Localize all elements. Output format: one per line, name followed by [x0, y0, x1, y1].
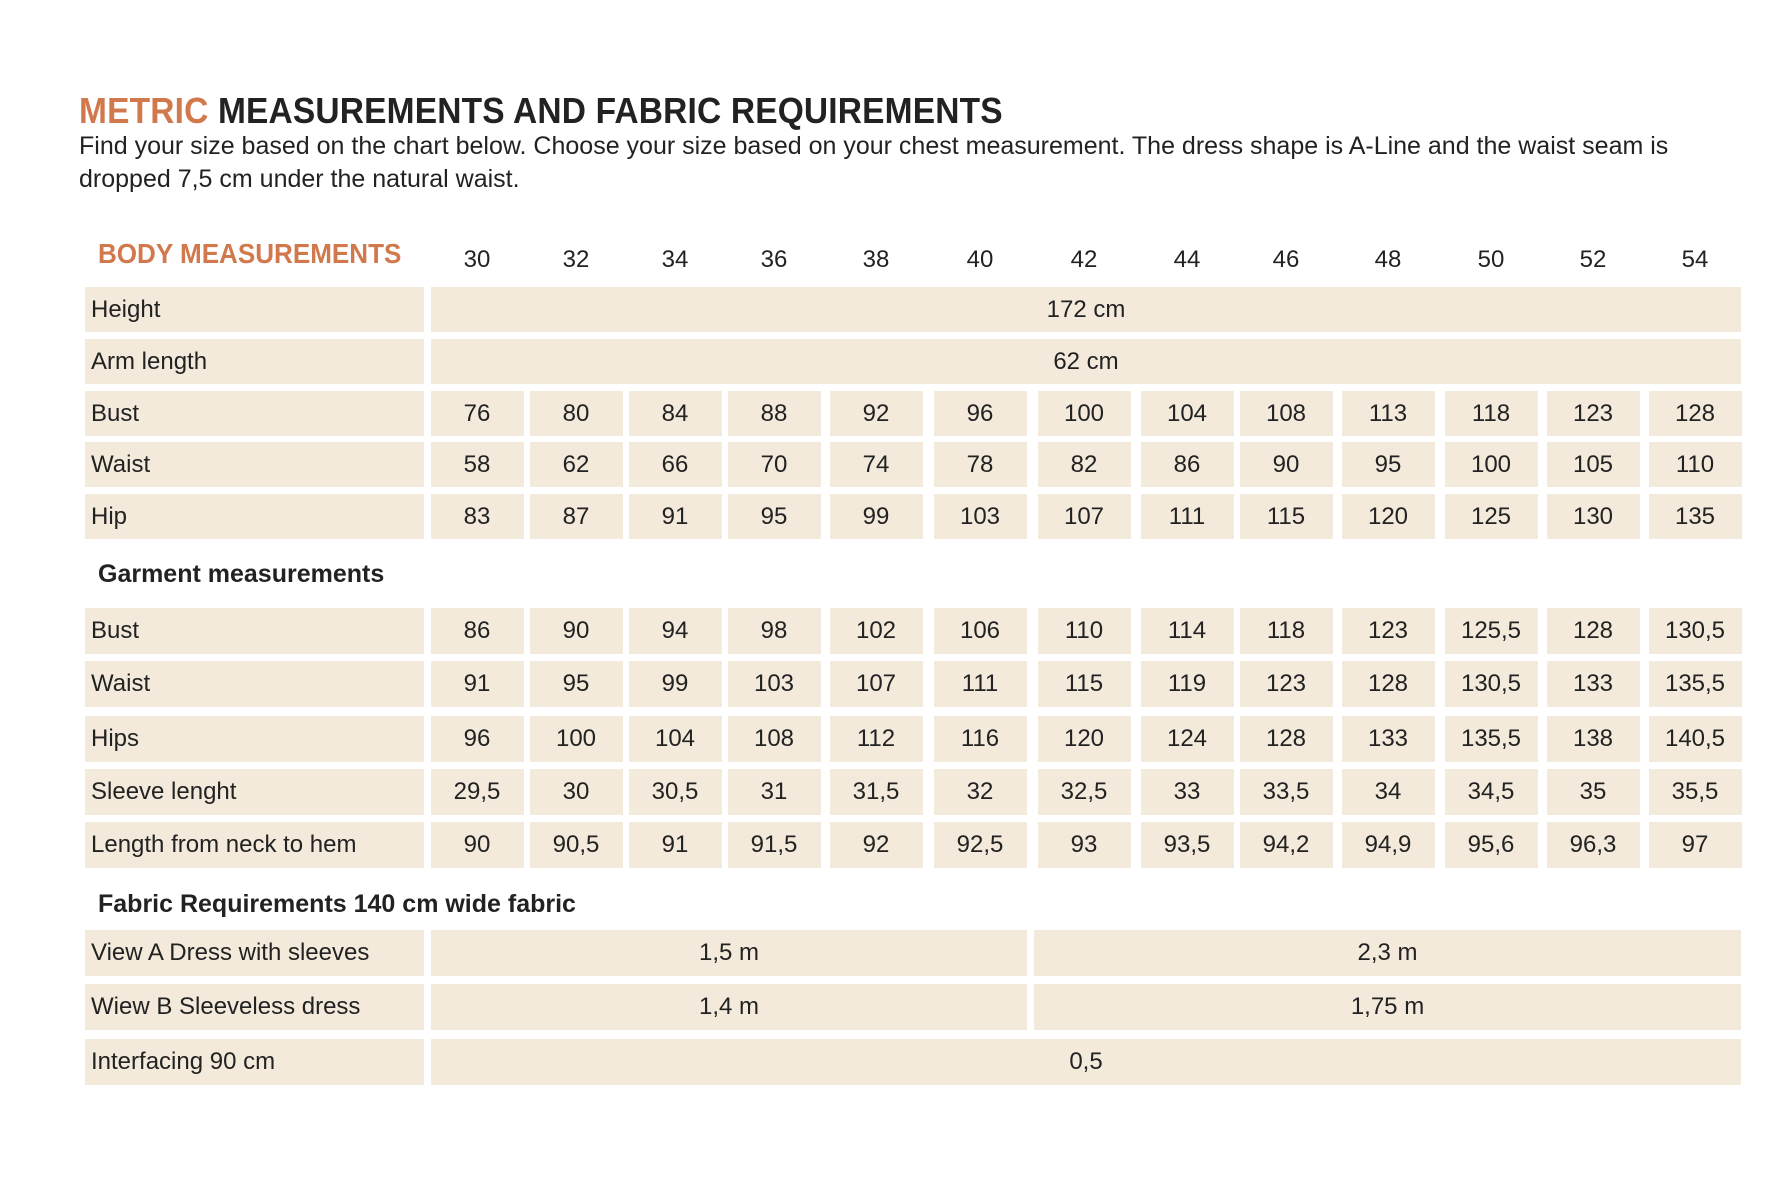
garment-cell-length-from-neck-to-hem: 92,5 — [934, 822, 1027, 868]
garment-cell-length-from-neck-to-hem: 95,6 — [1445, 822, 1538, 868]
garment-cell-sleeve-lenght: 30 — [530, 769, 623, 815]
body-cell-waist: 86 — [1141, 442, 1234, 487]
garment-cell-length-from-neck-to-hem: 91 — [629, 822, 722, 868]
garment-cell-waist: 130,5 — [1445, 661, 1538, 707]
garment-cell-hips: 112 — [830, 716, 923, 762]
garment-cell-waist: 123 — [1240, 661, 1333, 707]
body-cell-bust: 80 — [530, 391, 623, 436]
garment-cell-sleeve-lenght: 32,5 — [1038, 769, 1131, 815]
row-label-interfacing: Interfacing 90 cm — [85, 1039, 424, 1085]
body-cell-hip: 120 — [1342, 494, 1435, 539]
body-cell-waist: 70 — [728, 442, 821, 487]
body-cell-hip: 99 — [830, 494, 923, 539]
size-header-48: 48 — [1374, 246, 1402, 273]
garment-cell-bust: 98 — [728, 608, 821, 654]
view-a-small-sizes-value: 1,5 m — [431, 930, 1027, 976]
interfacing-value: 0,5 — [431, 1039, 1741, 1085]
body-cell-hip: 83 — [431, 494, 524, 539]
body-cell-bust: 108 — [1240, 391, 1333, 436]
garment-cell-bust: 118 — [1240, 608, 1333, 654]
garment-cell-waist: 107 — [830, 661, 923, 707]
body-cell-waist: 90 — [1240, 442, 1333, 487]
garment-row-label-length-from-neck-to-hem: Length from neck to hem — [85, 822, 424, 868]
garment-cell-waist: 111 — [934, 661, 1027, 707]
garment-cell-hips: 120 — [1038, 716, 1131, 762]
body-cell-bust: 88 — [728, 391, 821, 436]
body-cell-bust: 123 — [1547, 391, 1640, 436]
garment-row-label-hips: Hips — [85, 716, 424, 762]
size-header-38: 38 — [862, 246, 890, 273]
title-text: MEASUREMENTS AND FABRIC REQUIREMENTS — [217, 90, 1003, 131]
size-header-44: 44 — [1173, 246, 1201, 273]
body-cell-hip: 115 — [1240, 494, 1333, 539]
page-title — [79, 90, 1003, 132]
body-cell-waist: 58 — [431, 442, 524, 487]
arm-length-value: 62 cm — [431, 339, 1741, 384]
garment-cell-length-from-neck-to-hem: 90,5 — [530, 822, 623, 868]
garment-cell-bust: 110 — [1038, 608, 1131, 654]
body-cell-waist: 82 — [1038, 442, 1131, 487]
body-cell-waist: 66 — [629, 442, 722, 487]
body-cell-waist: 110 — [1649, 442, 1742, 487]
garment-measurements-title: Garment measurements — [98, 560, 385, 588]
view-b-large-sizes-value: 1,75 m — [1034, 984, 1741, 1030]
size-header-40: 40 — [966, 246, 994, 273]
garment-cell-length-from-neck-to-hem: 94,2 — [1240, 822, 1333, 868]
body-cell-bust: 100 — [1038, 391, 1131, 436]
body-cell-bust: 92 — [830, 391, 923, 436]
body-cell-waist: 95 — [1342, 442, 1435, 487]
garment-cell-sleeve-lenght: 35,5 — [1649, 769, 1742, 815]
body-cell-hip: 125 — [1445, 494, 1538, 539]
size-header-34: 34 — [661, 246, 689, 273]
size-header-50: 50 — [1477, 246, 1505, 273]
garment-cell-waist: 103 — [728, 661, 821, 707]
body-cell-waist: 100 — [1445, 442, 1538, 487]
size-header-36: 36 — [760, 246, 788, 273]
garment-cell-length-from-neck-to-hem: 94,9 — [1342, 822, 1435, 868]
body-cell-waist: 105 — [1547, 442, 1640, 487]
size-header-32: 32 — [562, 246, 590, 273]
garment-cell-bust: 86 — [431, 608, 524, 654]
body-cell-hip: 91 — [629, 494, 722, 539]
row-label-height: Height — [85, 287, 424, 332]
garment-cell-waist: 135,5 — [1649, 661, 1742, 707]
garment-cell-waist: 115 — [1038, 661, 1131, 707]
body-row-label-hip: Hip — [85, 494, 424, 539]
title-accent: METRIC — [79, 90, 209, 131]
garment-cell-bust: 102 — [830, 608, 923, 654]
garment-cell-hips: 96 — [431, 716, 524, 762]
garment-cell-sleeve-lenght: 34,5 — [1445, 769, 1538, 815]
garment-cell-waist: 128 — [1342, 661, 1435, 707]
garment-cell-bust: 94 — [629, 608, 722, 654]
garment-cell-sleeve-lenght: 32 — [934, 769, 1027, 815]
body-cell-hip: 111 — [1141, 494, 1234, 539]
garment-cell-sleeve-lenght: 33 — [1141, 769, 1234, 815]
body-cell-hip: 103 — [934, 494, 1027, 539]
garment-cell-waist: 91 — [431, 661, 524, 707]
garment-cell-hips: 138 — [1547, 716, 1640, 762]
body-cell-bust: 118 — [1445, 391, 1538, 436]
garment-cell-waist: 119 — [1141, 661, 1234, 707]
garment-row-label-bust: Bust — [85, 608, 424, 654]
garment-cell-hips: 116 — [934, 716, 1027, 762]
body-cell-hip: 107 — [1038, 494, 1131, 539]
size-header-42: 42 — [1070, 246, 1098, 273]
garment-cell-hips: 133 — [1342, 716, 1435, 762]
garment-cell-length-from-neck-to-hem: 92 — [830, 822, 923, 868]
size-header-46: 46 — [1272, 246, 1300, 273]
garment-cell-sleeve-lenght: 35 — [1547, 769, 1640, 815]
body-cell-bust: 104 — [1141, 391, 1234, 436]
row-label-view-a: View A Dress with sleeves — [85, 930, 424, 976]
garment-cell-bust: 123 — [1342, 608, 1435, 654]
garment-cell-length-from-neck-to-hem: 96,3 — [1547, 822, 1640, 868]
garment-cell-sleeve-lenght: 29,5 — [431, 769, 524, 815]
size-header-30: 30 — [463, 246, 491, 273]
body-cell-hip: 135 — [1649, 494, 1742, 539]
size-header-54: 54 — [1681, 246, 1709, 273]
garment-cell-sleeve-lenght: 33,5 — [1240, 769, 1333, 815]
garment-cell-length-from-neck-to-hem: 93,5 — [1141, 822, 1234, 868]
body-row-label-bust: Bust — [85, 391, 424, 436]
body-cell-bust: 96 — [934, 391, 1027, 436]
garment-cell-hips: 140,5 — [1649, 716, 1742, 762]
garment-cell-hips: 135,5 — [1445, 716, 1538, 762]
row-label-arm-length: Arm length — [85, 339, 424, 384]
garment-cell-length-from-neck-to-hem: 93 — [1038, 822, 1131, 868]
body-cell-bust: 84 — [629, 391, 722, 436]
garment-cell-sleeve-lenght: 30,5 — [629, 769, 722, 815]
garment-cell-hips: 128 — [1240, 716, 1333, 762]
garment-cell-hips: 108 — [728, 716, 821, 762]
garment-cell-bust: 130,5 — [1649, 608, 1742, 654]
body-measurements-title: BODY MEASUREMENTS — [98, 238, 402, 269]
body-cell-waist: 62 — [530, 442, 623, 487]
view-a-large-sizes-value: 2,3 m — [1034, 930, 1741, 976]
garment-cell-waist: 99 — [629, 661, 722, 707]
garment-cell-bust: 106 — [934, 608, 1027, 654]
view-b-small-sizes-value: 1,4 m — [431, 984, 1027, 1030]
garment-cell-sleeve-lenght: 31 — [728, 769, 821, 815]
body-cell-hip: 95 — [728, 494, 821, 539]
garment-cell-length-from-neck-to-hem: 97 — [1649, 822, 1742, 868]
garment-cell-hips: 124 — [1141, 716, 1234, 762]
garment-row-label-sleeve-lenght: Sleeve lenght — [85, 769, 424, 815]
height-value: 172 cm — [431, 287, 1741, 332]
garment-cell-bust: 114 — [1141, 608, 1234, 654]
garment-cell-bust: 90 — [530, 608, 623, 654]
garment-cell-bust: 125,5 — [1445, 608, 1538, 654]
body-cell-waist: 78 — [934, 442, 1027, 487]
body-cell-hip: 130 — [1547, 494, 1640, 539]
garment-cell-hips: 104 — [629, 716, 722, 762]
garment-cell-bust: 128 — [1547, 608, 1640, 654]
size-header-52: 52 — [1579, 246, 1607, 273]
garment-cell-hips: 100 — [530, 716, 623, 762]
body-cell-bust: 76 — [431, 391, 524, 436]
body-cell-waist: 74 — [830, 442, 923, 487]
body-cell-bust: 128 — [1649, 391, 1742, 436]
garment-cell-sleeve-lenght: 34 — [1342, 769, 1435, 815]
body-row-label-waist: Waist — [85, 442, 424, 487]
fabric-requirements-title: Fabric Requirements 140 cm wide fabric — [98, 890, 576, 918]
row-label-view-b: Wiew B Sleeveless dress — [85, 984, 424, 1030]
garment-cell-sleeve-lenght: 31,5 — [830, 769, 923, 815]
body-cell-hip: 87 — [530, 494, 623, 539]
intro-text: Find your size based on the chart below. Choose your size based on your chest measurement. The dress shape is A-Line and the waist seam is dropped 7,5 cm under the natural waist. — [79, 132, 1669, 193]
garment-cell-length-from-neck-to-hem: 90 — [431, 822, 524, 868]
garment-row-label-waist: Waist — [85, 661, 424, 707]
garment-cell-waist: 95 — [530, 661, 623, 707]
garment-cell-waist: 133 — [1547, 661, 1640, 707]
garment-cell-length-from-neck-to-hem: 91,5 — [728, 822, 821, 868]
body-cell-bust: 113 — [1342, 391, 1435, 436]
